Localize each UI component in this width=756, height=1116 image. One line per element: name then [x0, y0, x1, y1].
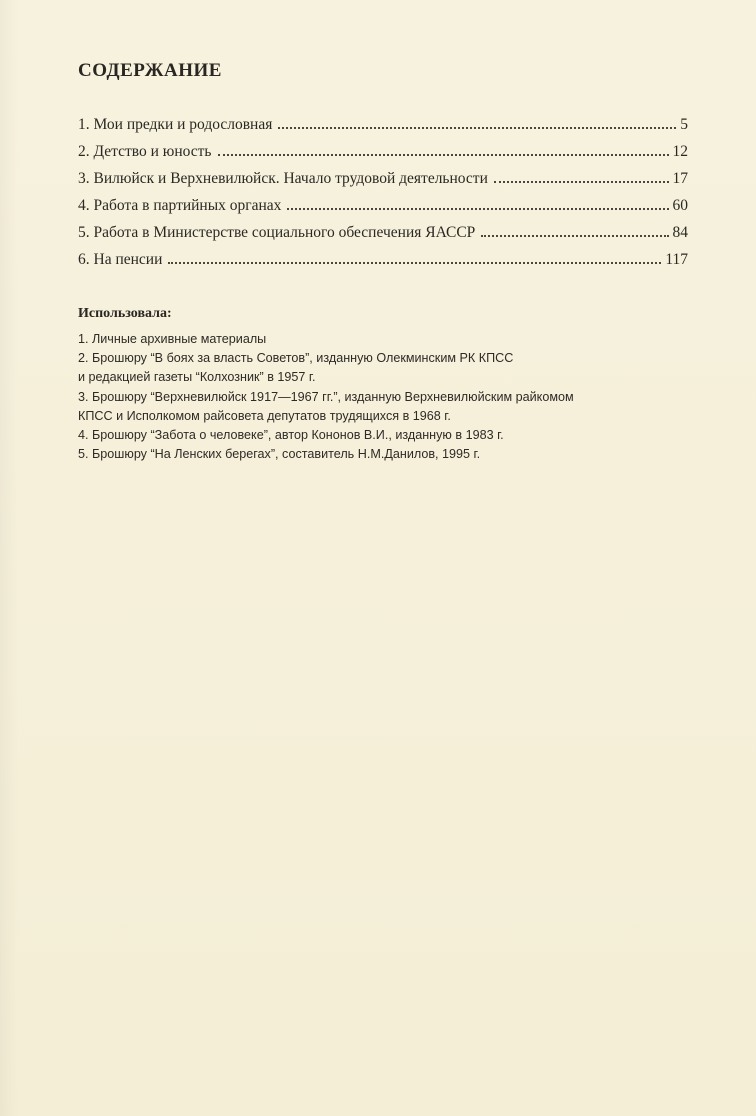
toc-entry-page: 5	[680, 116, 688, 133]
source-line: 4. Брошюру “Забота о человеке”, автор Кононов В.И., изданную в 1983 г.	[78, 428, 504, 443]
toc-title: СОДЕРЖАНИЕ	[78, 60, 222, 81]
toc-entry	[78, 170, 688, 197]
toc-dot-leader	[168, 262, 661, 264]
toc-entry-label: 5. Работа в Министерстве социального обеспечения ЯАССР	[78, 224, 476, 241]
sources-list	[78, 330, 728, 464]
source-line: 1. Личные архивные материалы	[78, 332, 267, 346]
sources-heading: Использовала:	[78, 306, 172, 321]
source-line: КПСС и Исполкомом райсовета депутатов трудящихся в 1968 г.	[78, 408, 451, 423]
toc-entry	[78, 116, 688, 143]
toc-dot-leader	[481, 235, 668, 237]
toc-entry-label: 2. Детство и юность	[78, 143, 212, 160]
toc-entry-page: 17	[672, 170, 688, 187]
toc-entry-label: 3. Вилюйск и Верхневилюйск. Начало трудовой деятельности	[78, 170, 488, 187]
toc-entry-page: 117	[665, 251, 688, 268]
toc-entry	[78, 197, 688, 224]
toc-dot-leader	[218, 154, 669, 156]
toc-dot-leader	[494, 181, 669, 183]
table-of-contents	[78, 116, 688, 278]
toc-dot-leader	[287, 208, 668, 210]
toc-entry-label: 1. Мои предки и родословная	[78, 116, 273, 133]
toc-entry	[78, 143, 688, 170]
source-line: 3. Брошюру “Верхневилюйск 1917—1967 гг.”, изданную Верхневилюйским райкомом	[78, 389, 574, 404]
toc-dot-leader	[278, 127, 676, 129]
toc-entry-label: 6. На пенсии	[78, 251, 163, 268]
source-line: и редакцией газеты “Колхозник” в 1957 г.	[78, 370, 316, 385]
toc-entry-page: 84	[672, 224, 688, 241]
toc-entry-page: 12	[672, 143, 688, 160]
toc-entry-page: 60	[672, 197, 688, 214]
toc-entry-label: 4. Работа в партийных органах	[78, 197, 282, 214]
toc-entry	[78, 224, 688, 251]
toc-entry	[78, 251, 688, 278]
source-line: 5. Брошюру “На Ленских берегах”, составитель Н.М.Данилов, 1995 г.	[78, 447, 481, 462]
source-line: 2. Брошюру “В боях за власть Советов”, изданную Олекминским РК КПСС	[78, 351, 514, 366]
